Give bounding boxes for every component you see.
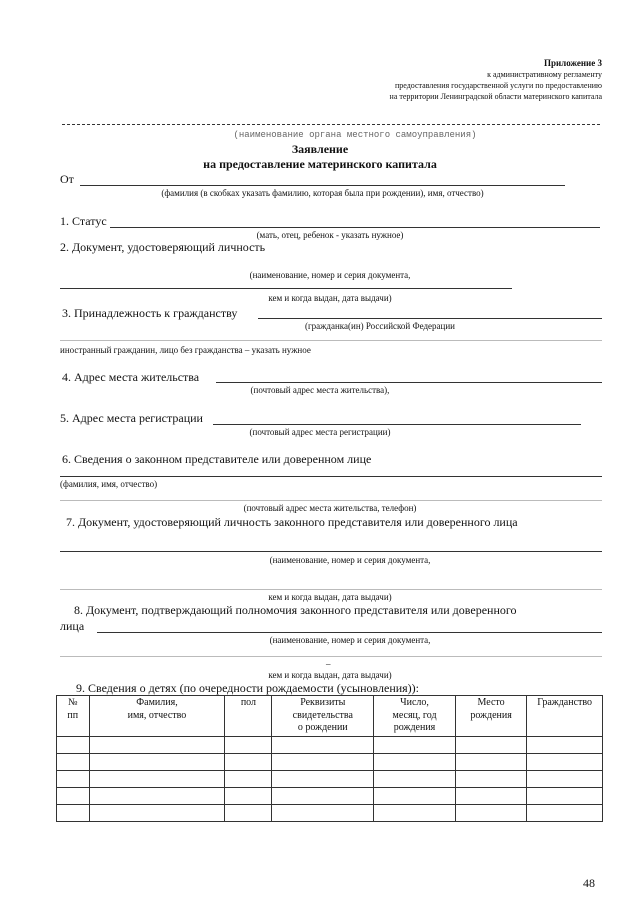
representative-doc-field-2[interactable] (60, 589, 602, 590)
from-field[interactable] (80, 185, 565, 186)
residence-field[interactable] (216, 382, 602, 383)
appendix-block (300, 58, 602, 102)
status-caption: (мать, отец, ребенок - указать нужное) (256, 230, 404, 240)
table-cell[interactable] (455, 753, 526, 770)
residence-caption: (почтовый адрес места жительства), (250, 385, 390, 395)
table-cell[interactable] (527, 787, 603, 804)
column-header (272, 696, 374, 737)
table-cell[interactable] (89, 736, 225, 753)
table-cell[interactable] (57, 753, 90, 770)
table-cell[interactable] (455, 736, 526, 753)
representative-doc-caption: (наименование, номер и серия документа, (269, 555, 431, 565)
table-cell[interactable] (225, 787, 272, 804)
representative-doc-label: 7. Документ, удостоверяющий личность законного представителя или доверенного лица (66, 515, 518, 529)
column-header-line: рождения (393, 722, 436, 733)
column-header-line: № (67, 697, 78, 708)
table-row (57, 736, 603, 753)
authority-doc-caption: кем и когда выдан, дата выдачи) (268, 670, 392, 680)
representative-caption: (фамилия, имя, отчество) (60, 479, 158, 489)
representative-caption: (почтовый адрес места жительства, телефон) (243, 503, 417, 513)
table-cell[interactable] (527, 804, 603, 821)
children-label: 9. Сведения о детях (по очередности рождаемости (усыновления)): (76, 681, 420, 695)
table-cell[interactable] (225, 753, 272, 770)
table-cell[interactable] (89, 804, 225, 821)
column-header-line: свидетельства (292, 709, 353, 721)
column-header-line: Реквизиты (300, 697, 346, 708)
identity-doc-caption: кем и когда выдан, дата выдачи) (268, 293, 392, 303)
table-cell[interactable] (374, 736, 456, 753)
table-cell[interactable] (225, 804, 272, 821)
table-cell[interactable] (455, 770, 526, 787)
table-cell[interactable] (57, 736, 90, 753)
column-header-line: пп (67, 709, 79, 721)
children-table-header (57, 696, 603, 737)
table-cell[interactable] (57, 787, 90, 804)
column-header-line: о рождении (297, 722, 348, 733)
form-subtitle: на предоставление материнского капитала (203, 157, 437, 171)
page-number: 48 (583, 876, 595, 890)
authority-doc-field-2[interactable] (60, 656, 602, 657)
table-cell[interactable] (272, 770, 374, 787)
from-label: От (60, 172, 74, 186)
column-header (527, 696, 603, 737)
table-cell[interactable] (89, 753, 225, 770)
authority-doc-dash: – (326, 659, 331, 669)
authority-doc-caption: (наименование, номер и серия документа, (269, 635, 431, 645)
column-header (89, 696, 225, 737)
authority-doc-label: 8. Документ, подтверждающий полномочия законного представителя или доверенного (74, 603, 517, 617)
table-row (57, 787, 603, 804)
table-cell[interactable] (225, 770, 272, 787)
representative-address-field[interactable] (60, 500, 602, 501)
from-caption: (фамилия (в скобках указать фамилию, которая была при рождении), имя, отчество) (161, 188, 484, 198)
representative-doc-caption: кем и когда выдан, дата выдачи) (268, 592, 392, 602)
status-label: 1. Статус (60, 214, 107, 228)
children-table (56, 695, 603, 822)
organ-line[interactable] (62, 124, 600, 125)
table-cell[interactable] (374, 787, 456, 804)
column-header (57, 696, 90, 737)
table-cell[interactable] (374, 770, 456, 787)
table-cell[interactable] (374, 804, 456, 821)
status-field[interactable] (110, 227, 600, 228)
table-cell[interactable] (272, 736, 374, 753)
table-row (57, 804, 603, 821)
representative-doc-field[interactable] (60, 551, 602, 552)
table-cell[interactable] (272, 804, 374, 821)
appendix-line: предоставления государственной услуги по предоставлению (395, 81, 602, 90)
organ-caption: (наименование органа местного самоуправления) (233, 130, 477, 140)
citizenship-caption: иностранный гражданин, лицо без гражданства – указать нужное (60, 345, 311, 355)
form-title: Заявление (291, 142, 349, 156)
column-header (374, 696, 456, 737)
table-row (57, 753, 603, 770)
table-row (57, 770, 603, 787)
registration-caption: (почтовый адрес места регистрации) (249, 427, 391, 437)
table-cell[interactable] (272, 753, 374, 770)
representative-field[interactable] (60, 476, 602, 477)
column-header-line: Число, (400, 697, 429, 708)
appendix-line: на территории Ленинградской области материнского капитала (389, 92, 602, 101)
table-cell[interactable] (225, 736, 272, 753)
residence-label: 4. Адрес места жительства (62, 370, 200, 384)
column-header-line: Место (477, 697, 505, 708)
table-cell[interactable] (57, 804, 90, 821)
representative-label: 6. Сведения о законном представителе или доверенном лице (62, 452, 372, 466)
table-cell[interactable] (527, 736, 603, 753)
column-header-line: месяц, год (392, 709, 437, 721)
table-cell[interactable] (527, 770, 603, 787)
column-header-line: пол (240, 697, 257, 708)
table-cell[interactable] (527, 753, 603, 770)
identity-doc-caption: (наименование, номер и серия документа, (249, 270, 411, 280)
citizenship-caption: (гражданка(ин) Российской Федерации (304, 321, 455, 331)
citizenship-field-2[interactable] (60, 340, 602, 341)
table-cell[interactable] (374, 753, 456, 770)
table-cell[interactable] (89, 787, 225, 804)
table-cell[interactable] (455, 787, 526, 804)
authority-doc-label-cont: лица (60, 619, 85, 633)
column-header-line: Гражданство (537, 697, 593, 708)
column-header-line: рождения (470, 709, 512, 721)
citizenship-field[interactable] (258, 318, 602, 319)
authority-doc-field[interactable] (97, 632, 602, 633)
appendix-line: к административному регламенту (487, 70, 602, 79)
column-header-line: Фамилия, (136, 697, 178, 708)
table-cell[interactable] (455, 804, 526, 821)
identity-doc-label: 2. Документ, удостоверяющий личность (60, 240, 266, 254)
table-cell[interactable] (57, 770, 90, 787)
appendix-title: Приложение 3 (543, 58, 602, 68)
registration-field[interactable] (213, 424, 581, 425)
identity-doc-field[interactable] (60, 288, 512, 289)
table-cell[interactable] (272, 787, 374, 804)
table-cell[interactable] (89, 770, 225, 787)
column-header-line: имя, отчество (127, 709, 187, 721)
column-header (225, 696, 272, 737)
column-header (455, 696, 526, 737)
citizenship-label: 3. Принадлежность к гражданству (62, 306, 238, 320)
registration-label: 5. Адрес места регистрации (60, 411, 203, 425)
